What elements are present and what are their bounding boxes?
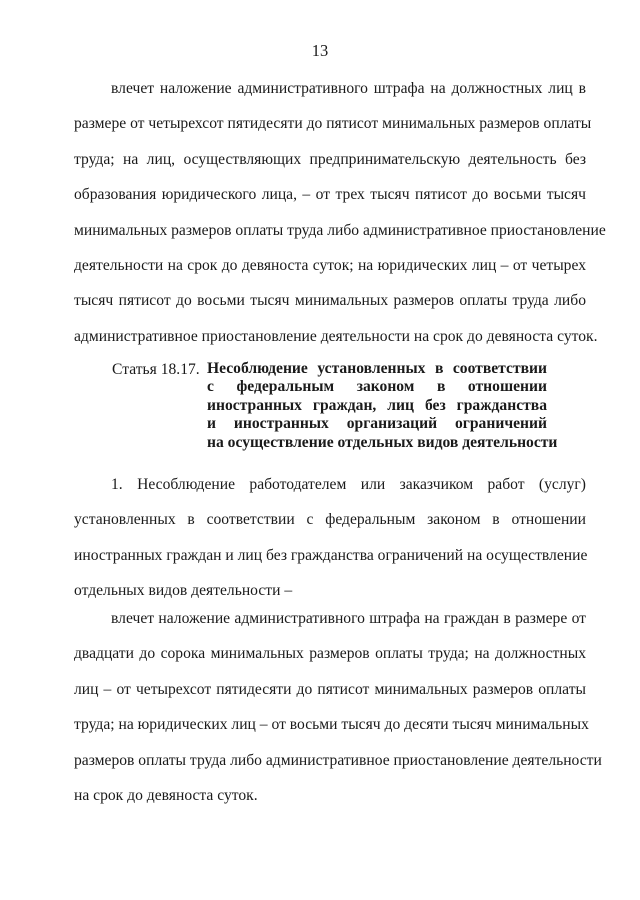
text-line: тысяч пятисот до восьми тысяч минимальных размеров оплаты труда либо [74, 292, 586, 310]
paragraph-2 [74, 467, 586, 609]
text-line: административное приостановление деятельности на срок до девяноста суток. [74, 327, 598, 345]
page-number: 13 [311, 41, 329, 60]
article-title [207, 360, 558, 452]
text-line: размере от четырехсот пятидесяти до пятисот минимальных размеров оплаты [74, 115, 592, 133]
text-line: размеров оплаты труда либо административное приостановление деятельности [74, 751, 602, 769]
text-line: на срок до девяноста суток. [74, 786, 258, 804]
text-line: установленных в соответствии с федеральным законом в отношении [74, 511, 586, 529]
text-line: влечет наложение административного штрафа на должностных лиц в [111, 80, 586, 97]
title-line: Несоблюдение установленных в соответствии [207, 360, 547, 377]
paragraph-1 [74, 71, 606, 354]
text-line: влечет наложение административного штрафа на граждан в размере от [111, 610, 586, 627]
text-line: лиц – от четырехсот пятидесяти до пятисот минимальных размеров оплаты [74, 680, 586, 698]
title-line: на осуществление отдельных видов деятельности [207, 433, 558, 451]
text-line: отдельных видов деятельности – [74, 582, 293, 600]
text-line: образования юридического лица, – от трех тысяч пятисот до восьми тысяч [74, 186, 586, 204]
title-line: и иностранных организаций ограничений [207, 415, 547, 433]
article-number: Статья 18.17. [112, 361, 200, 378]
text-line: труда; на лиц, осуществляющих предпринимательскую деятельность без [74, 150, 586, 168]
title-line: иностранных граждан, лиц без гражданства [207, 396, 547, 414]
text-line: двадцати до сорока минимальных размеров оплаты труда; на должностных [74, 645, 586, 663]
text-line: деятельности на срок до девяноста суток; на юридических лиц – от четырех [74, 256, 586, 274]
text-line: минимальных размеров оплаты труда либо административное приостановление [74, 221, 606, 239]
paragraph-3 [74, 601, 602, 813]
title-line: с федеральным законом в отношении [207, 378, 547, 396]
text-line: труда; на юридических лиц – от восьми тысяч до десяти тысяч минимальных [74, 716, 589, 734]
text-line: иностранных граждан и лиц без гражданства ограничений на осуществление [74, 546, 588, 564]
text-line: 1. Несоблюдение работодателем или заказчиком работ (услуг) [111, 476, 586, 493]
